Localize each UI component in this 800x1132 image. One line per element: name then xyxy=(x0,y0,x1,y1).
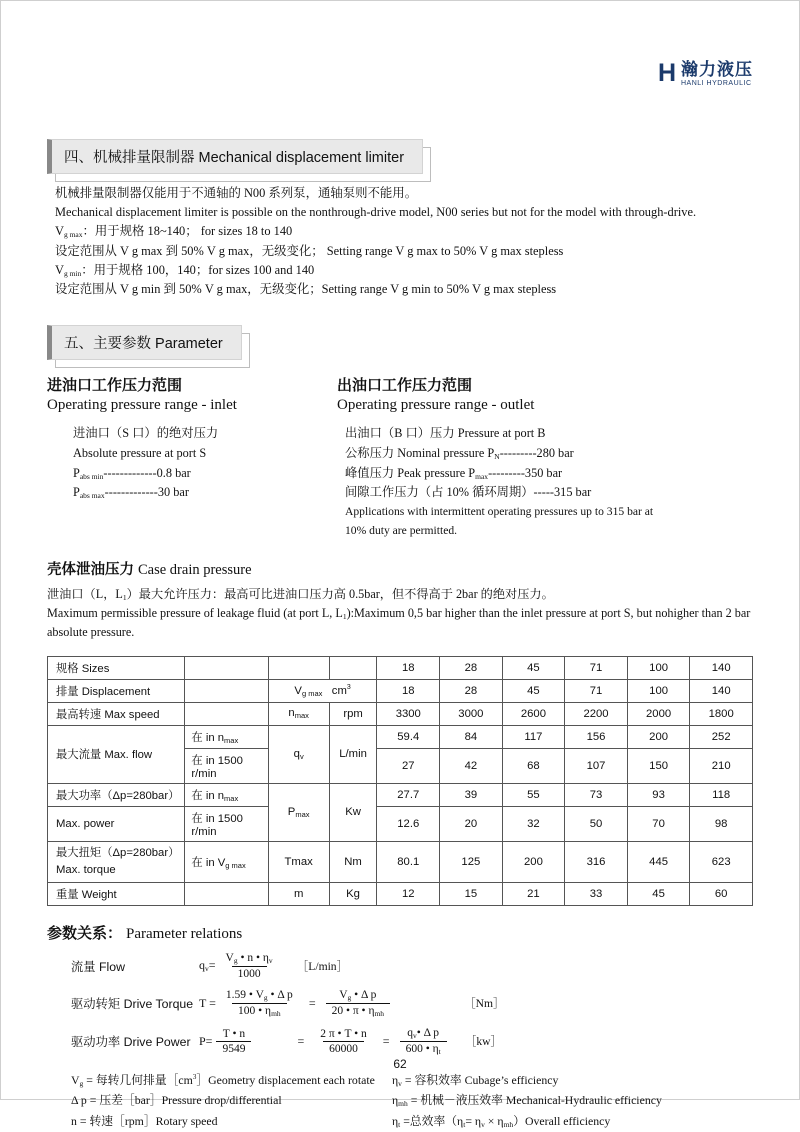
table-row xyxy=(48,679,753,702)
row-unit-rpm: rpm xyxy=(329,702,377,725)
cell-value: 200 xyxy=(502,841,565,882)
cell-value: 140 xyxy=(690,679,753,702)
table-row xyxy=(48,806,753,841)
cell-value: 100 xyxy=(627,679,690,702)
outlet-line-2: 公称压力 Nominal pressure $P_N---------280$ bar xyxy=(345,445,574,461)
section-4-vgmin: ：用于规格 100，140；for sizes 100 and 140 xyxy=(81,262,315,277)
cell-value: 316 xyxy=(565,841,628,882)
cell-value: 50 xyxy=(565,806,628,841)
fraction-denominator: 20 • π • $\eta_{mh}$ xyxy=(326,1003,390,1018)
cell-value: 117 xyxy=(502,725,565,748)
row-unit-lmin: L/min xyxy=(329,725,377,783)
specification-table xyxy=(47,656,753,906)
table-row xyxy=(48,783,753,806)
cell-value: 42 xyxy=(440,748,503,783)
size-value: 71 xyxy=(565,656,628,679)
cell-value: 20 xyxy=(440,806,503,841)
cell-value: 84 xyxy=(440,725,503,748)
equation-flow xyxy=(47,952,753,980)
cell-blank xyxy=(185,656,268,679)
section-4-line-1: 机械排量限制器仅能用于不通轴的 N00 系列泵，通轴泵则不能用。 xyxy=(55,186,418,200)
cell-value: 107 xyxy=(565,748,628,783)
equation-power-unit: ［kw］ xyxy=(464,1035,503,1049)
cell-value: 445 xyxy=(627,841,690,882)
section-5-banner xyxy=(47,325,242,360)
equation-torque xyxy=(47,989,753,1018)
row-symbol-nmax: $n_{max}$ xyxy=(268,702,329,725)
equation-flow-fraction xyxy=(220,952,279,980)
inlet-column xyxy=(47,374,337,540)
cell-value: 200 xyxy=(627,725,690,748)
fraction-numerator: 2 π • T • n xyxy=(320,1027,367,1040)
outlet-line-1: 出油口（B 口）压力 Pressure at port B xyxy=(345,426,546,441)
row-label-max-power-en: Max. power xyxy=(48,806,185,841)
section-4-vgmax: ：用于规格 18~140； for sizes 18 to 140 xyxy=(82,224,293,239)
equation-power-label-text: 驱动功率 Drive Power xyxy=(71,1035,191,1050)
cell-value: 27 xyxy=(377,748,440,783)
cell-value: 28 xyxy=(440,679,503,702)
legend-item: $V_g$ = 每转几何排量$[cm^3]Geometry$ displacement each rotate xyxy=(71,1072,375,1088)
table-row xyxy=(48,882,753,905)
cell-value: 93 xyxy=(627,783,690,806)
inlet-title-cn: 进油口工作压力范围 xyxy=(47,377,183,395)
logo-name-cn: 瀚力液压 xyxy=(681,59,753,79)
equation-flow-label xyxy=(47,957,199,975)
cell-value: 80.1 xyxy=(377,841,440,882)
row-unit-kw: Kw xyxy=(329,783,377,841)
cell-value: 39 xyxy=(440,783,503,806)
inlet-line-3: $P_{abs min}-------------0.8$ bar xyxy=(73,465,191,481)
table-row xyxy=(48,702,753,725)
case-drain-title-en: Case drain pressure xyxy=(138,562,252,579)
cell-value: 70 xyxy=(627,806,690,841)
case-drain-title-cn: 壳体泄油压力 xyxy=(47,562,134,579)
equation-power-equals-1: = xyxy=(297,1033,305,1048)
case-drain-line-1: 泄油口（L，$L_1$）最大允许压力：最高可比进油口压力高 0.5bar，但不得高于 2bar 的绝对压力。 xyxy=(47,587,554,603)
cell-blank-sym xyxy=(268,656,329,679)
cell-value: 27.7 xyxy=(377,783,440,806)
row-sub-vgmax: 在 in $V_{g max}$ xyxy=(185,841,268,882)
cell-value: 45 xyxy=(627,882,690,905)
cell-value: 21 xyxy=(502,882,565,905)
cell-value: 68 xyxy=(502,748,565,783)
row-label-max-speed: 最高转速 Max speed xyxy=(48,702,185,725)
inlet-line-1: 进油口（S 口）的绝对压力 xyxy=(73,426,219,441)
cell-value: 252 xyxy=(690,725,753,748)
row-label-max-torque xyxy=(48,841,185,882)
inlet-line-4: $P_{abs max}-------------30$ bar xyxy=(73,485,189,501)
row-sub-nmax-2: 在 in $n_{max}$ xyxy=(185,783,268,806)
section-4-banner xyxy=(47,139,423,174)
relations-legend xyxy=(47,1070,753,1132)
cell-value: 125 xyxy=(440,841,503,882)
logo-name-en: HANLI HYDRAULIC xyxy=(681,79,752,87)
equation-power-equals-2: = xyxy=(382,1033,390,1048)
row-label-max-torque-cn: 最大扭矩（Δp=280bar） xyxy=(56,846,180,859)
section-4-vgmin-range: 设定范围从 V g min 到 50% V g max，无级变化；Setting range V g min to 50% V g max stepless xyxy=(55,282,557,297)
outlet-title-en: Operating pressure range - outlet xyxy=(337,397,535,414)
equation-power xyxy=(47,1027,753,1056)
legend-item: $\eta_t$ =总效率（$\eta_t= \eta_v$ × $\eta_{mh})Overall$ efficiency xyxy=(392,1113,611,1129)
equation-torque-symbol: T = xyxy=(199,995,216,1010)
table-row xyxy=(48,841,753,882)
fraction-denominator: 100 • $\eta_{mh}$ xyxy=(232,1003,287,1018)
section-4-vgmax-row: $V_{g max}$：用于规格 18~140； for sizes 18 to 140 xyxy=(55,224,293,240)
equation-power-fraction-3 xyxy=(400,1027,447,1056)
equation-flow-symbol: $q_v=$ xyxy=(199,958,216,974)
cell-value: 32 xyxy=(502,806,565,841)
size-value: 28 xyxy=(440,656,503,679)
outlet-line-6: 10% duty are permitted. xyxy=(345,523,458,537)
row-symbol-tmax: Tmax xyxy=(268,841,329,882)
row-sub-nmax: 在 in $n_{max}$ xyxy=(185,725,268,748)
legend-item: n = 转速［rpm］Rotary speed xyxy=(71,1113,218,1128)
cell-value: 71 xyxy=(565,679,628,702)
cell-blank-unit xyxy=(329,656,377,679)
equation-torque-label-text: 驱动转矩 Drive Torque xyxy=(71,997,194,1012)
company-logo xyxy=(658,59,753,88)
outlet-title-cn: 出油口工作压力范围 xyxy=(337,377,473,395)
row-sub-1500: 在 in 1500 r/min xyxy=(185,748,268,783)
equation-torque-label xyxy=(47,994,199,1012)
case-drain-title xyxy=(47,558,753,579)
equation-torque-unit: ［Nm］ xyxy=(464,997,505,1011)
cell-value: 118 xyxy=(690,783,753,806)
row-label-weight: 重量 Weight xyxy=(48,882,185,905)
fraction-denominator: 1000 xyxy=(232,966,267,980)
table-row-sizes xyxy=(48,656,753,679)
inlet-title-en: Operating pressure range - inlet xyxy=(47,397,237,414)
cell-value: 156 xyxy=(565,725,628,748)
row-sub xyxy=(185,679,268,702)
cell-value: 2600 xyxy=(502,702,565,725)
row-sub-1500-2: 在 in 1500 r/min xyxy=(185,806,268,841)
row-label-displacement: 排量 Displacement xyxy=(48,679,185,702)
section-5-heading: 五、主要参数 Parameter xyxy=(47,325,242,360)
cell-value: 3300 xyxy=(377,702,440,725)
cell-value: 73 xyxy=(565,783,628,806)
relations-title-cn: 参数关系： xyxy=(47,924,123,942)
cell-value: 150 xyxy=(627,748,690,783)
size-value: 45 xyxy=(502,656,565,679)
cell-value: 98 xyxy=(690,806,753,841)
fraction-numerator: $q_v•$ Δ p xyxy=(407,1026,440,1040)
size-value: 18 xyxy=(377,656,440,679)
row-symbol-displacement: $V_{g max}$ $cm^3$ xyxy=(268,679,377,702)
legend-left xyxy=(47,1070,392,1132)
outlet-line-4: 间隙工作压力（占 10% 循环周期）-----315 bar xyxy=(345,485,592,500)
row-unit-kg: Kg xyxy=(329,882,377,905)
row-label-max-flow: 最大流量 Max. flow xyxy=(48,725,185,783)
pressure-ranges xyxy=(47,374,753,540)
section-4-vgmin-row: $V_{g min}$：用于规格 100，140；for sizes 100 and 140 xyxy=(55,262,315,278)
cell-value: 2000 xyxy=(627,702,690,725)
size-value: 140 xyxy=(690,656,753,679)
equation-torque-fraction-1 xyxy=(220,989,299,1018)
row-sub xyxy=(185,882,268,905)
fraction-denominator: 9549 xyxy=(216,1041,251,1055)
case-drain-body xyxy=(47,585,753,642)
section-4-heading: 四、机械排量限制器 Mechanical displacement limiter xyxy=(47,139,423,174)
row-symbol-pmax: $P_{max}$ xyxy=(268,783,329,841)
cell-value: 12.6 xyxy=(377,806,440,841)
fraction-numerator: 1.59 • $V_g$ • Δ p xyxy=(225,988,293,1002)
equation-power-symbol: P= xyxy=(199,1033,213,1048)
row-symbol-m: m xyxy=(268,882,329,905)
row-label-max-power: 最大功率（Δp=280bar） xyxy=(48,783,185,806)
outlet-column xyxy=(337,374,753,540)
page-number: 62 xyxy=(393,1057,407,1071)
section-4-line-2: Mechanical displacement limiter is possible on the nonthrough-drive model, N00 series but not for the model with through-drive. xyxy=(55,205,697,220)
section-4-vgmax-range: 设定范围从 V g max 到 50% V g max，无级变化； Setting range V g max to 50% V g max stepless xyxy=(55,243,564,258)
equation-power-fraction-1 xyxy=(216,1028,251,1055)
case-drain-line-2: Maximum permissible pressure of leakage fluid (at port L, $L_1):Maximum$ 0,5 bar higher than the inlet pressure at port S, but nohigher than 2 bar xyxy=(47,606,751,621)
inlet-line-2: Absolute pressure at port S xyxy=(73,445,207,460)
equation-flow-label-text: 流量 Flow xyxy=(71,959,125,974)
legend-right xyxy=(392,1070,753,1132)
table-row xyxy=(48,725,753,748)
inlet-body xyxy=(73,424,337,503)
row-label-max-torque-en: Max. torque xyxy=(56,863,116,876)
size-value: 100 xyxy=(627,656,690,679)
equation-torque-equals: = xyxy=(308,995,316,1010)
cell-value: 623 xyxy=(690,841,753,882)
row-unit-nm: Nm xyxy=(329,841,377,882)
cell-value: 3000 xyxy=(440,702,503,725)
cell-value: 1800 xyxy=(690,702,753,725)
legend-item: Δ p = 压差［bar］Pressure drop/differential xyxy=(71,1093,282,1108)
fraction-numerator: $V_g$ • Δ p xyxy=(339,988,377,1002)
cell-value: 18 xyxy=(377,679,440,702)
row-sub xyxy=(185,702,268,725)
parameter-relations-title xyxy=(47,922,753,943)
section-4-body xyxy=(55,184,753,299)
equation-flow-unit: ［L/min］ xyxy=(296,959,349,973)
logo-text xyxy=(681,61,753,87)
cell-value: 2200 xyxy=(565,702,628,725)
legend-item: $\eta_v$ = 容积效率 Cubage’s efficiency xyxy=(392,1072,559,1088)
equation-power-fraction-2 xyxy=(314,1028,373,1055)
cell-value: 210 xyxy=(690,748,753,783)
cell-value: 59.4 xyxy=(377,725,440,748)
fraction-denominator: 600 • $\eta_t$ xyxy=(400,1041,447,1056)
legend-item: $\eta_{mh}$ = 机械－液压效率 Mechanical-Hydraulic efficiency xyxy=(392,1093,662,1109)
cell-value: 33 xyxy=(565,882,628,905)
cell-value: 55 xyxy=(502,783,565,806)
logo-mark-icon: H xyxy=(657,59,675,87)
fraction-numerator: $V_g$ • n • $\eta_v$ xyxy=(225,951,273,965)
cell-value: 60 xyxy=(690,882,753,905)
equation-power-label xyxy=(47,1032,199,1050)
cell-value: 12 xyxy=(377,882,440,905)
relations-title-en: Parameter relations xyxy=(126,925,243,942)
row-symbol-qv: $q_v$ xyxy=(268,725,329,783)
row-label-sizes: 规格 Sizes xyxy=(48,656,185,679)
outlet-line-3: 峰值压力 Peak pressure $P_{max}---------350$ bar xyxy=(345,465,563,481)
outlet-line-5: Applications with intermittent operating pressures up to 315 bar at xyxy=(345,505,654,518)
case-drain-line-3: absolute pressure. xyxy=(47,624,135,639)
fraction-numerator: T • n xyxy=(222,1027,246,1040)
cell-value: 45 xyxy=(502,679,565,702)
outlet-body xyxy=(345,424,753,540)
fraction-denominator: 60000 xyxy=(323,1041,364,1055)
equation-torque-fraction-2 xyxy=(326,989,390,1018)
cell-value: 15 xyxy=(440,882,503,905)
